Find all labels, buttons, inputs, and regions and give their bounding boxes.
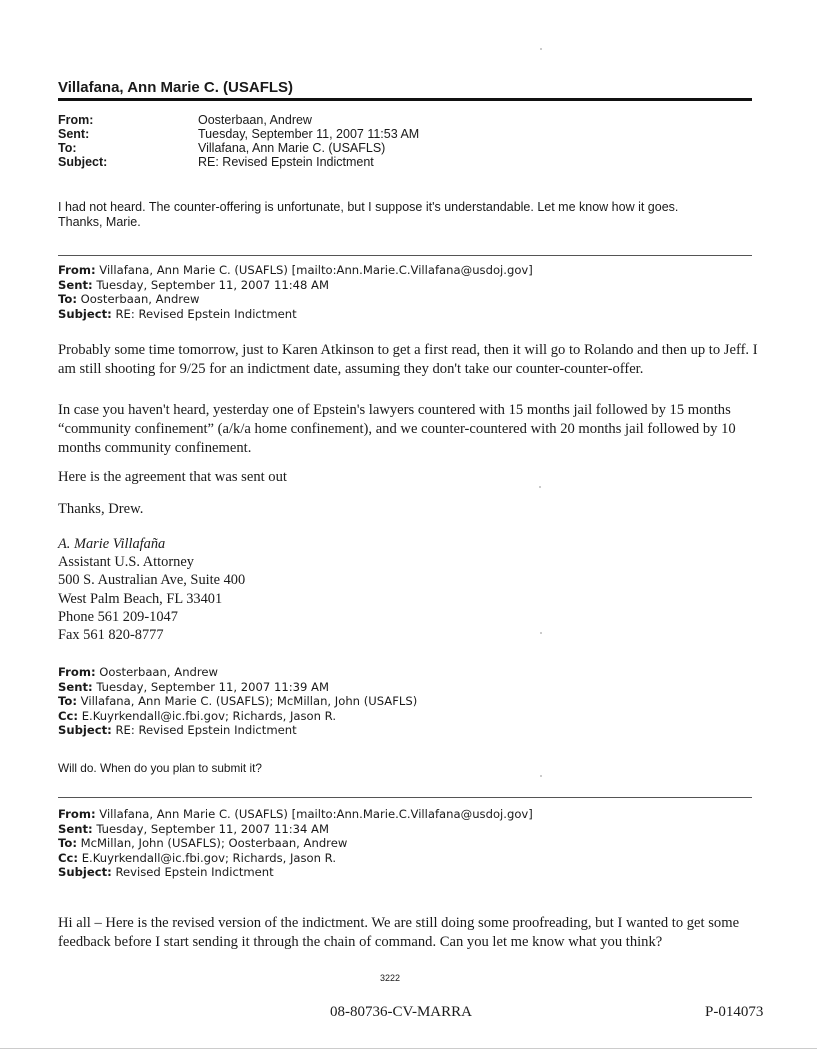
subject-value: Revised Epstein Indictment: [115, 865, 274, 879]
cc-value: E.Kuyrkendall@ic.fbi.gov; Richards, Jason R.: [81, 708, 336, 723]
subject-label: Subject:: [58, 155, 108, 169]
from-label: From:: [58, 807, 96, 821]
sent-label: Sent:: [58, 679, 93, 694]
from-value: Oosterbaan, Andrew: [198, 113, 312, 127]
subject-value: RE: Revised Epstein Indictment: [115, 306, 297, 321]
sent-value: Tuesday, September 11, 2007 11:48 AM: [96, 277, 329, 292]
scan-speck: [540, 632, 542, 634]
signature-fax: Fax 561 820-8777: [58, 627, 164, 644]
cc-label: Cc:: [58, 708, 79, 723]
from-value: Villafana, Ann Marie C. (USAFLS) [mailto:Ann.Marie.C.Villafana@usdoj.gov]: [99, 807, 533, 821]
from-label: From:: [58, 665, 96, 679]
case-number: 08-80736-CV-MARRA: [330, 1004, 472, 1020]
from-value: Villafana, Ann Marie C. (USAFLS) [mailto:Ann.Marie.C.Villafana@usdoj.gov]: [99, 263, 533, 277]
to-label: To:: [58, 141, 77, 155]
signature-address-line2: West Palm Beach, FL 33401: [58, 590, 223, 607]
signature-block: [58, 535, 245, 644]
from-value: Oosterbaan, Andrew: [99, 665, 219, 679]
subject-value: RE: Revised Epstein Indictment: [115, 723, 297, 737]
to-value: Villafana, Ann Marie C. (USAFLS): [198, 141, 386, 155]
signature-name: A. Marie Villafaña: [58, 536, 166, 552]
separator-rule: [58, 797, 752, 798]
email2-paragraph-2: In case you haven't heard, yesterday one of Epstein's lawyers countered with 15 months jail followed by 15 months “community confinement” (a/k/a home confinement), and we counter-countered with 20 months jail followed by 10 months community confinement.: [58, 402, 736, 456]
email3-body: Will do. When do you plan to submit it?: [58, 761, 262, 775]
bates-number: P-014073: [705, 1004, 764, 1020]
email3-header: [58, 665, 758, 738]
email2-header: [58, 263, 758, 321]
subject-label: Subject:: [58, 865, 112, 879]
email1-body-closing: Thanks, Marie.: [58, 215, 141, 229]
page-number: 3222: [379, 973, 401, 983]
from-label: From:: [58, 113, 94, 127]
to-value: McMillan, John (USAFLS); Oosterbaan, Andrew: [80, 836, 348, 850]
email4-body: Hi all – Here is the revised version of the indictment. We are still doing some proofreading, but I wanted to get some feedback before I start sending it through the chain of command. Can you let me know what you think?: [58, 915, 740, 950]
to-label: To:: [58, 292, 77, 306]
subject-label: Subject:: [58, 723, 112, 737]
separator-rule: [58, 255, 752, 256]
sent-label: Sent:: [58, 821, 93, 836]
email1-body-line: I had not heard. The counter-offering is unfortunate, but I suppose it's understandable. Let me know how it goes.: [58, 200, 679, 214]
sent-value: Tuesday, September 11, 2007 11:39 AM: [96, 679, 329, 694]
to-label: To:: [58, 836, 77, 850]
mailbox-owner-heading: Villafana, Ann Marie C. (USAFLS): [58, 79, 752, 101]
signature-address-line1: 500 S. Australian Ave, Suite 400: [58, 572, 246, 589]
scan-edge: [0, 1048, 817, 1049]
cc-value: E.Kuyrkendall@ic.fbi.gov; Richards, Jason R.: [81, 850, 336, 865]
email2-paragraph-4: Thanks, Drew.: [58, 501, 144, 517]
to-value: Villafana, Ann Marie C. (USAFLS); McMillan, John (USAFLS): [80, 694, 418, 708]
subject-label: Subject:: [58, 306, 112, 321]
scan-speck: [540, 48, 542, 50]
email2-paragraph-3: Here is the agreement that was sent out: [58, 469, 287, 485]
from-label: From:: [58, 263, 96, 277]
sent-value: Tuesday, September 11, 2007 11:34 AM: [96, 821, 329, 836]
email1-body: [58, 200, 758, 230]
to-value: Oosterbaan, Andrew: [80, 292, 200, 306]
subject-value: RE: Revised Epstein Indictment: [198, 155, 374, 169]
sent-label: Sent:: [58, 127, 90, 141]
sent-label: Sent:: [58, 277, 93, 292]
signature-phone: Phone 561 209-1047: [58, 608, 178, 625]
email2-paragraph-1: Probably some time tomorrow, just to Karen Atkinson to get a first read, then it will go to Rolando and then up to Jeff. I am still shooting for 9/25 for an indictment date, assuming they don't take our counter-counter-offer.: [58, 342, 758, 377]
signature-title: Assistant U.S. Attorney: [58, 554, 194, 571]
sent-value: Tuesday, September 11, 2007 11:53 AM: [198, 127, 420, 141]
cc-label: Cc:: [58, 850, 79, 865]
email4-header: [58, 807, 758, 880]
to-label: To:: [58, 694, 77, 708]
email1-header: [58, 113, 419, 169]
